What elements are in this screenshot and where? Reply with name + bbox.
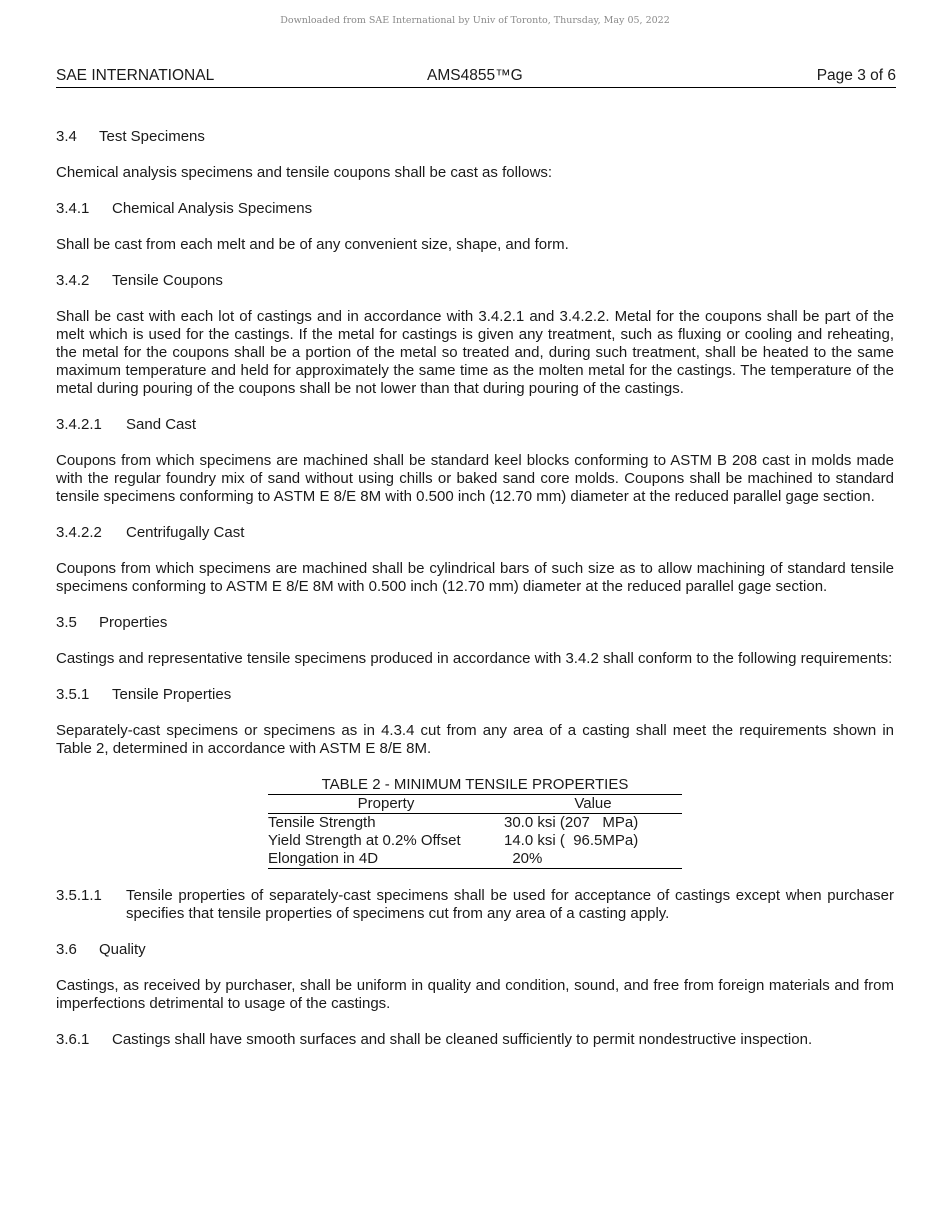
section-title: Properties [99, 614, 168, 631]
section-3-6-1-body: Castings shall have smooth surfaces and shall be cleaned sufficiently to permit nondestructive inspection. [112, 1031, 813, 1048]
table-cell-property: Yield Strength at 0.2% Offset [268, 832, 461, 849]
section-3-4-1-body: Shall be cast from each melt and be of any convenient size, shape, and form. [56, 236, 569, 253]
table-row [268, 832, 682, 850]
table-cell-value: 20% [504, 850, 682, 869]
section-number: 3.5.1 [56, 686, 90, 703]
section-3-4-body: Chemical analysis specimens and tensile coupons shall be cast as follows: [56, 164, 553, 181]
section-number: 3.6.1 [56, 1031, 90, 1048]
section-3-5-body: Castings and representative tensile specimens produced in accordance with 3.4.2 shall conform to the following requirements: [56, 650, 893, 667]
section-number: 3.5 [56, 614, 77, 631]
section-number: 3.6 [56, 941, 77, 958]
document-body [56, 128, 894, 1049]
section-number: 3.4 [56, 128, 77, 145]
section-number: 3.4.2.2 [56, 524, 102, 541]
table-cell-value: 30.0 ksi (207 MPa) [504, 814, 639, 831]
section-3-4-1-heading [56, 200, 894, 218]
section-title: Tensile Coupons [112, 272, 223, 289]
section-3-4-2-1-body: Coupons from which specimens are machined shall be standard keel blocks conforming to ASTM B 208 cast in molds made with the regular foundry mix of sand without using chills or baked sand core molds. Coupons shall be machined to standard tensile specimens conforming to ASTM E 8/E 8M with 0.500 inch (12.70 mm) diameter at the reduced parallel gage section. [56, 452, 894, 505]
section-3-6-body: Castings, as received by purchaser, shall be uniform in quality and condition, sound, and free from foreign materials and from imperfections detrimental to usage of the castings. [56, 977, 894, 1012]
header-page-number: Page 3 of 6 [816, 67, 896, 84]
section-title: Tensile Properties [112, 686, 232, 703]
section-3-5-heading [56, 614, 894, 632]
section-3-5-1-1 [56, 887, 894, 923]
header-organization: SAE INTERNATIONAL [56, 67, 215, 84]
section-3-6-1 [56, 1031, 894, 1049]
section-title: Quality [99, 941, 146, 958]
section-3-4-2-2-body: Coupons from which specimens are machined shall be cylindrical bars of such size as to allow machining of standard tensile specimens conforming to ASTM E 8/E 8M with 0.500 inch (12.70 mm) diameter at the reduced parallel gage section. [56, 560, 894, 595]
section-3-4-heading [56, 128, 894, 146]
tensile-properties-table [268, 795, 682, 869]
section-3-4-2-2-heading [56, 524, 894, 542]
table-header-row [268, 795, 682, 814]
section-3-4-2-1-heading [56, 416, 894, 434]
section-title: Centrifugally Cast [126, 524, 245, 541]
section-3-4-2-body: Shall be cast with each lot of castings and in accordance with 3.4.2.1 and 3.4.2.2. Metal for the coupons shall be part of the melt which is used for the castings. If the metal for castings is given any treatment, such as fluxing or cooling and reheating, the metal for the coupons shall be a portion of the metal so treated and, during such treatment, shall be heated to the same maximum temperature and held for approximately the same time as the molten metal for the castings. The temperature of the metal during pouring of the coupons shall be not lower than that during pouring of the castings. [56, 308, 894, 397]
column-header-property: Property [268, 795, 504, 814]
section-number: 3.4.2 [56, 272, 90, 289]
section-title: Chemical Analysis Specimens [112, 200, 313, 217]
download-watermark: Downloaded from SAE International by Univ of Toronto, Thursday, May 05, 2022 [280, 15, 670, 26]
section-3-5-1-heading [56, 686, 894, 704]
section-number: 3.4.1 [56, 200, 90, 217]
section-title: Sand Cast [126, 416, 197, 433]
section-number: 3.5.1.1 [56, 887, 102, 904]
section-3-4-2-heading [56, 272, 894, 290]
section-number: 3.4.2.1 [56, 416, 102, 433]
table-2 [268, 776, 682, 869]
table-row [268, 850, 682, 869]
table-cell-value: 14.0 ksi ( 96.5MPa) [504, 832, 639, 849]
table-title: TABLE 2 - MINIMUM TENSILE PROPERTIES [268, 776, 682, 795]
section-3-6-heading [56, 941, 894, 959]
column-header-value: Value [504, 795, 682, 814]
table-cell-property: Tensile Strength [268, 814, 376, 831]
section-title: Test Specimens [99, 128, 205, 145]
section-3-5-1-1-body: Tensile properties of separately-cast specimens shall be used for acceptance of castings except when purchaser specifies that tensile properties of specimens cut from any area of a casting apply. [126, 887, 894, 922]
header-document-number: AMS4855™G [427, 67, 523, 84]
table-row [268, 814, 682, 833]
section-3-5-1-body: Separately-cast specimens or specimens as in 4.3.4 cut from any area of a casting shall meet the requirements shown in Table 2, determined in accordance with ASTM E 8/E 8M. [56, 722, 894, 757]
page-header [56, 66, 896, 88]
table-cell-property: Elongation in 4D [268, 850, 504, 869]
